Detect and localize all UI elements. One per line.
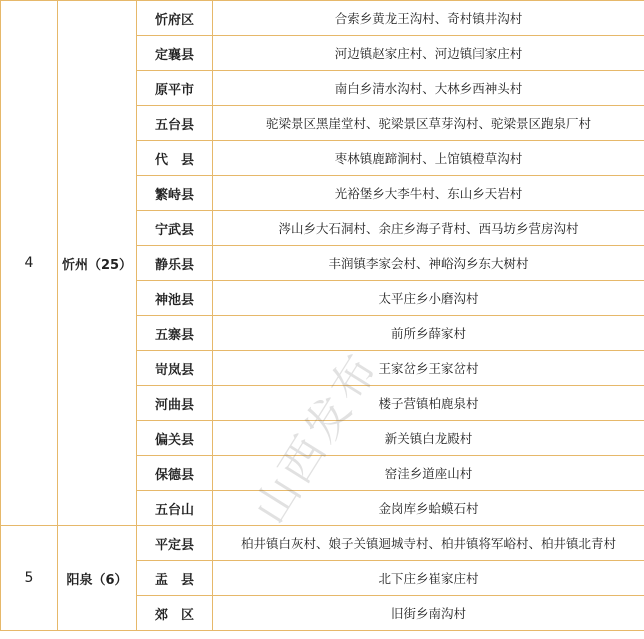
village-list: 丰润镇李家会村、神峪沟乡东大树村 [213, 246, 644, 281]
village-list: 合索乡黄龙王沟村、奇村镇井沟村 [213, 1, 644, 36]
village-list: 王家岔乡王家岔村 [213, 351, 644, 386]
county-name: 岢岚县 [137, 351, 213, 386]
city-name: 阳泉（6） [58, 526, 137, 631]
table-body [1, 1, 644, 631]
village-list: 驼梁景区黑崖堂村、驼梁景区草芽沟村、驼梁景区跑泉厂村 [213, 106, 644, 141]
county-name: 忻府区 [137, 1, 213, 36]
table-row [1, 1, 644, 36]
village-list: 金岗库乡蛤蟆石村 [213, 491, 644, 526]
county-name: 代 县 [137, 141, 213, 176]
village-list: 新关镇白龙殿村 [213, 421, 644, 456]
county-name: 河曲县 [137, 386, 213, 421]
village-list: 前所乡薛家村 [213, 316, 644, 351]
county-name: 偏关县 [137, 421, 213, 456]
county-name: 郊 区 [137, 596, 213, 631]
table-row [1, 526, 644, 561]
county-name: 平定县 [137, 526, 213, 561]
village-list: 旧街乡南沟村 [213, 596, 644, 631]
county-name: 盂 县 [137, 561, 213, 596]
county-name: 定襄县 [137, 36, 213, 71]
county-name: 保德县 [137, 456, 213, 491]
county-name: 五寨县 [137, 316, 213, 351]
county-name: 宁武县 [137, 211, 213, 246]
county-name: 繁峙县 [137, 176, 213, 211]
village-list: 南白乡清水沟村、大林乡西神头村 [213, 71, 644, 106]
watermark: 山西发布 [244, 343, 390, 533]
village-list: 柏井镇白灰村、娘子关镇迴城寺村、柏井镇将军峪村、柏井镇北青村 [213, 526, 644, 561]
group-number: 5 [1, 526, 58, 631]
county-name: 五台县 [137, 106, 213, 141]
village-list: 楼子营镇柏鹿泉村 [213, 386, 644, 421]
village-list: 窑洼乡道座山村 [213, 456, 644, 491]
village-list: 枣林镇鹿蹄涧村、上馆镇橙草沟村 [213, 141, 644, 176]
village-list: 太平庄乡小磨沟村 [213, 281, 644, 316]
village-list: 河边镇赵家庄村、河边镇闫家庄村 [213, 36, 644, 71]
county-name: 原平市 [137, 71, 213, 106]
group-number: 4 [1, 1, 58, 526]
village-list: 涔山乡大石洞村、余庄乡海子背村、西马坊乡营房沟村 [213, 211, 644, 246]
county-name: 神池县 [137, 281, 213, 316]
city-name: 忻州（25） [58, 1, 137, 526]
village-list: 北下庄乡崔家庄村 [213, 561, 644, 596]
county-name: 静乐县 [137, 246, 213, 281]
village-list: 光裕堡乡大李牛村、东山乡天岩村 [213, 176, 644, 211]
county-name: 五台山 [137, 491, 213, 526]
